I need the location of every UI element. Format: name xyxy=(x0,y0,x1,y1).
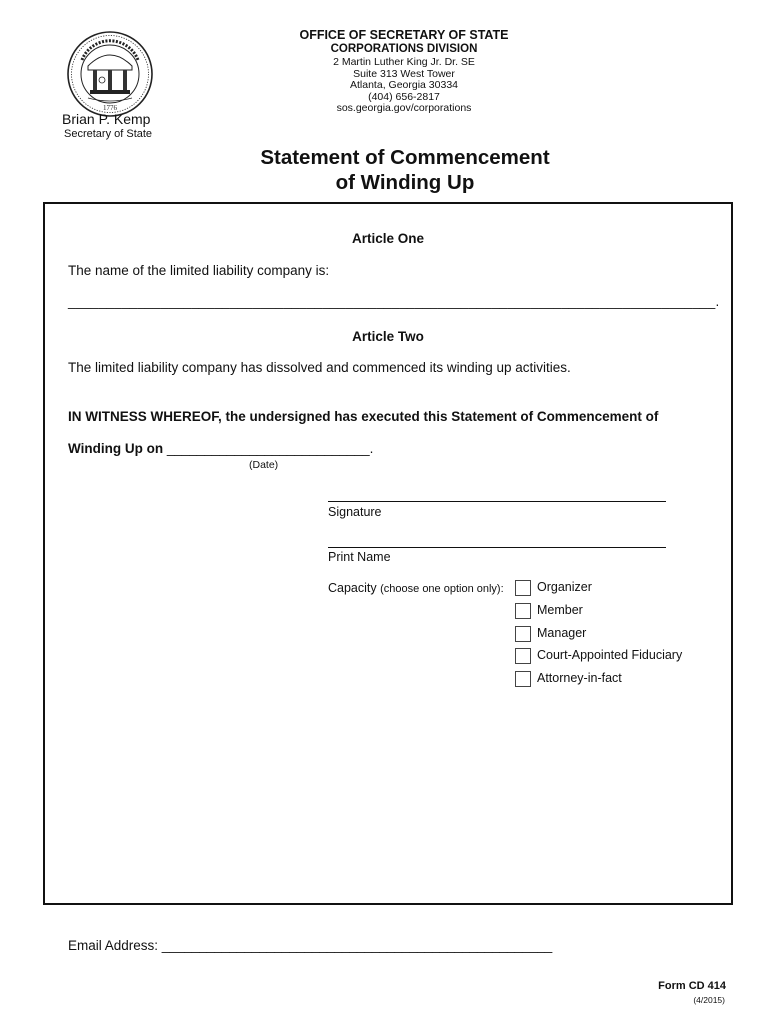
georgia-seal-icon xyxy=(66,30,154,118)
article-one-heading: Article One xyxy=(351,231,425,246)
checkbox-attorney-in-fact[interactable] xyxy=(515,671,531,687)
email-line xyxy=(68,938,552,953)
witness-statement: IN WITNESS WHEREOF, the undersigned has executed this Statement of Commencement of xyxy=(68,409,659,424)
address-line: 2 Martin Luther King Jr. Dr. SE xyxy=(333,56,475,68)
witness-date-prefix: Winding Up on xyxy=(68,441,167,456)
address-line: Suite 313 West Tower xyxy=(353,67,455,80)
dissolution-statement: The limited liability company has dissolved and commenced its winding up activities. xyxy=(68,360,571,375)
seal-year: 1776 xyxy=(103,104,117,112)
print-name-field[interactable] xyxy=(328,547,666,548)
article-two-heading: Article Two xyxy=(352,329,424,344)
email-field[interactable]: ____________________________________________________ xyxy=(161,938,553,953)
date-field[interactable]: ___________________________. xyxy=(166,441,374,456)
capacity-label xyxy=(328,581,504,595)
signature-field[interactable] xyxy=(328,501,666,502)
page-title-line-1: Statement of Commencement xyxy=(260,146,550,169)
option-organizer: Organizer xyxy=(537,580,592,594)
phone-number: (404) 656-2817 xyxy=(368,90,440,103)
official-name: Brian P. Kemp xyxy=(62,111,151,127)
address-line: Atlanta, Georgia 30334 xyxy=(350,79,458,92)
checkbox-organizer[interactable] xyxy=(515,580,531,596)
option-court-appointed-fiduciary: Court-Appointed Fiduciary xyxy=(537,648,683,662)
llc-name-prompt: The name of the limited liability company is: xyxy=(68,263,330,278)
checkbox-manager[interactable] xyxy=(515,626,531,642)
form-revision: (4/2015) xyxy=(693,995,725,1005)
date-caption: (Date) xyxy=(249,459,279,471)
capacity-label-text: Capacity xyxy=(328,581,377,595)
official-title: Secretary of State xyxy=(64,128,153,140)
signature-label: Signature xyxy=(328,505,382,519)
option-attorney-in-fact: Attorney-in-fact xyxy=(537,671,622,685)
option-manager: Manager xyxy=(537,626,587,640)
llc-name-field[interactable]: ____________________________________________________________________________________. xyxy=(68,294,720,309)
option-member: Member xyxy=(537,603,583,617)
print-name-label: Print Name xyxy=(328,550,391,564)
office-title: OFFICE OF SECRETARY OF STATE xyxy=(299,28,509,42)
form-number: Form CD 414 xyxy=(658,980,726,992)
division-title: CORPORATIONS DIVISION xyxy=(330,43,478,55)
witness-date-line xyxy=(68,441,373,456)
capacity-hint: (choose one option only): xyxy=(380,583,504,595)
checkbox-court-appointed-fiduciary[interactable] xyxy=(515,648,531,664)
email-label: Email Address: xyxy=(68,938,162,953)
page-title-line-2: of Winding Up xyxy=(335,171,475,194)
checkbox-member[interactable] xyxy=(515,603,531,619)
website: sos.georgia.gov/corporations xyxy=(336,102,472,115)
